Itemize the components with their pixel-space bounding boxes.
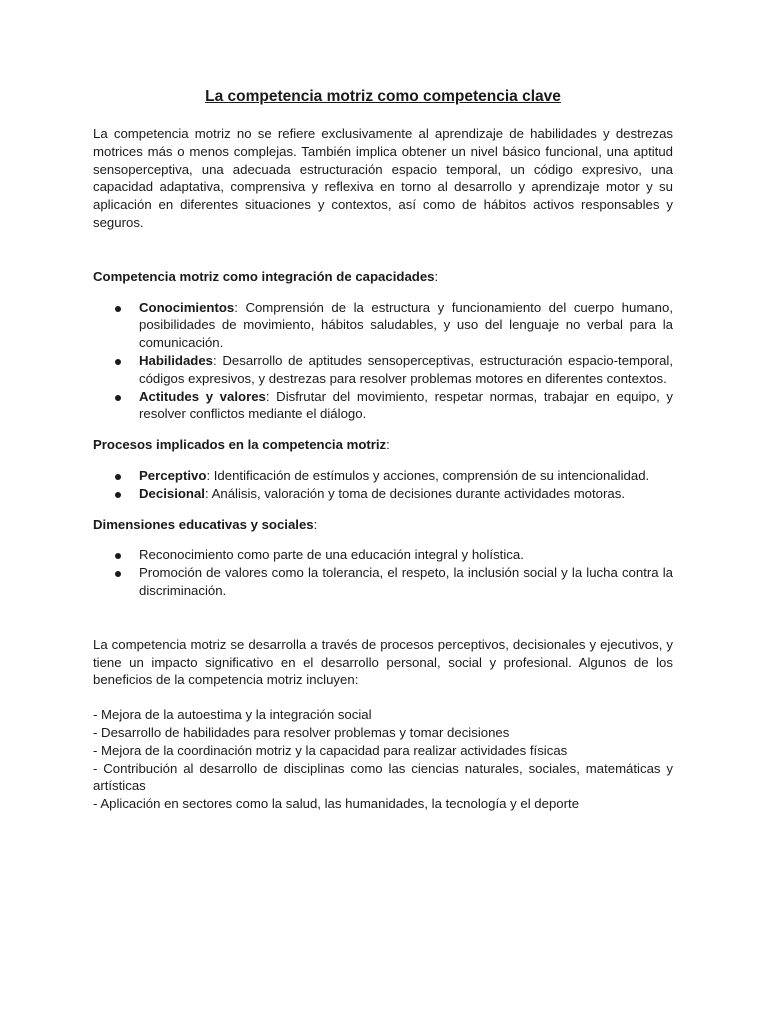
section-heading: Dimensiones educativas y sociales: bbox=[93, 516, 318, 532]
bullet-icon bbox=[115, 553, 121, 559]
list-item: Perceptivo: Identificación de estímulos y acciones, comprensión de su intencionalidad. bbox=[93, 467, 673, 485]
list-item: Actitudes y valores: Disfrutar del movimiento, respetar normas, trabajar en equipo, y resolver conflictos mediante el diálogo. bbox=[93, 388, 673, 424]
list-item: Habilidades: Desarrollo de aptitudes sensoperceptivas, estructuración espacio-temporal, códigos expresivos, y destrezas para resolver problemas motores en diferentes contextos. bbox=[93, 352, 673, 388]
bullet-icon bbox=[115, 492, 121, 498]
benefit-item: - Mejora de la coordinación motriz y la capacidad para realizar actividades físicas bbox=[93, 742, 568, 758]
bullet-list bbox=[93, 546, 673, 599]
bullet-icon bbox=[115, 395, 121, 401]
intro-paragraph: La competencia motriz no se refiere exclusivamente al aprendizaje de habilidades y destrezas motrices más o menos complejas. También implica obtener un nivel básico funcional, una aptitud sensoperceptiva, una adecuada estructuración espacio temporal, un código expresivo, una capacidad adaptativa, comprensiva y reflexiva en torno al desarrollo y aprendizaje motor y su aplicación en diferentes situaciones y contextos, así como de hábitos activos responsables y seguros. bbox=[93, 126, 673, 230]
bullet-icon bbox=[115, 359, 121, 365]
document-title: La competencia motriz como competencia clave bbox=[205, 88, 561, 105]
list-item: Conocimientos: Comprensión de la estructura y funcionamiento del cuerpo humano, posibilidades de movimiento, hábitos saludables, y uso del lenguaje no verbal para la comunicación. bbox=[93, 299, 673, 352]
bullet-icon bbox=[115, 474, 121, 480]
benefits-list bbox=[93, 706, 673, 813]
section-heading: Procesos implicados en la competencia motriz: bbox=[93, 437, 390, 453]
bullet-icon bbox=[115, 306, 121, 312]
bullet-list bbox=[93, 467, 673, 503]
benefit-item: - Desarrollo de habilidades para resolver problemas y tomar decisiones bbox=[93, 724, 510, 740]
list-item: Promoción de valores como la tolerancia, el respeto, la inclusión social y la lucha contra la discriminación. bbox=[93, 564, 673, 600]
benefit-item: - Contribución al desarrollo de disciplinas como las ciencias naturales, sociales, matemáticas y artísticas bbox=[93, 760, 673, 794]
list-item: Decisional: Análisis, valoración y toma de decisiones durante actividades motoras. bbox=[93, 485, 673, 503]
bullet-list bbox=[93, 299, 673, 424]
section-heading: Competencia motriz como integración de capacidades: bbox=[93, 268, 439, 284]
bullet-icon bbox=[115, 571, 121, 577]
benefit-item: - Mejora de la autoestima y la integración social bbox=[93, 707, 372, 723]
closing-paragraph: La competencia motriz se desarrolla a través de procesos perceptivos, decisionales y ejecutivos, y tiene un impacto significativo en el desarrollo personal, social y profesional. Algunos de los beneficios de la competencia motriz incluyen: bbox=[93, 636, 673, 688]
benefit-item: - Aplicación en sectores como la salud, las humanidades, la tecnología y el deporte bbox=[93, 796, 580, 812]
list-item: Reconocimiento como parte de una educación integral y holística. bbox=[93, 546, 673, 564]
